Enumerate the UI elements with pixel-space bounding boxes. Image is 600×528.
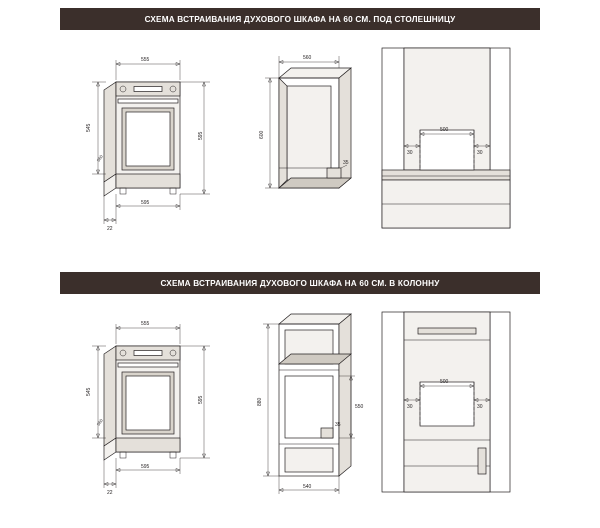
dim-right-gap: 30: [477, 404, 483, 410]
section-in-column: [0, 272, 600, 522]
dim-opening-width: 500: [440, 127, 449, 133]
dim-right-height: 595: [198, 395, 204, 404]
niche-view: [255, 306, 375, 506]
dim-side-depth: 560: [95, 153, 104, 163]
dim-shelf-depth: 35: [335, 422, 341, 428]
dim-niche-top-width: 560: [303, 55, 312, 61]
dim-inner-height: 550: [355, 404, 364, 410]
section-banner: [60, 8, 540, 30]
niche-view: [255, 42, 375, 242]
dim-bottom-width: 540: [303, 484, 312, 490]
dim-right-gap: 30: [477, 150, 483, 156]
dim-top-width: 555: [141, 321, 150, 327]
dim-top-width: 555: [141, 57, 150, 63]
dim-bottom-offset: 22: [107, 490, 113, 496]
section-under-countertop: [0, 8, 600, 258]
dim-side-depth: 560: [95, 417, 104, 427]
dim-right-height: 595: [198, 131, 204, 140]
dim-bottom-width: 595: [141, 464, 150, 470]
dim-bottom-offset: 22: [107, 226, 113, 232]
dim-left-gap: 30: [407, 150, 413, 156]
oven-front-view: [78, 306, 238, 506]
dim-niche-height: 600: [259, 130, 265, 139]
dim-left-gap: 30: [407, 404, 413, 410]
dim-left-height: 545: [86, 387, 92, 396]
diagram-row: [0, 42, 600, 242]
section-banner-label: СХЕМА ВСТРАИВАНИЯ ДУХОВОГО ШКАФА НА 60 СМ. ПОД СТОЛЕШНИЦУ: [144, 14, 456, 24]
dim-opening-width: 500: [440, 379, 449, 385]
oven-front-view: [78, 42, 238, 242]
section-banner: [60, 272, 540, 294]
section-banner-label: СХЕМА ВСТРАИВАНИЯ ДУХОВОГО ШКАФА НА 60 СМ. В КОЛОННУ: [160, 278, 440, 288]
install-view: [378, 42, 518, 242]
diagram-row: [0, 306, 600, 506]
dim-shelf-depth: 35: [343, 160, 349, 166]
install-view: [378, 306, 518, 506]
dim-left-height: 545: [86, 123, 92, 132]
dim-bottom-width: 595: [141, 200, 150, 206]
dim-total-height: 880: [257, 397, 263, 406]
